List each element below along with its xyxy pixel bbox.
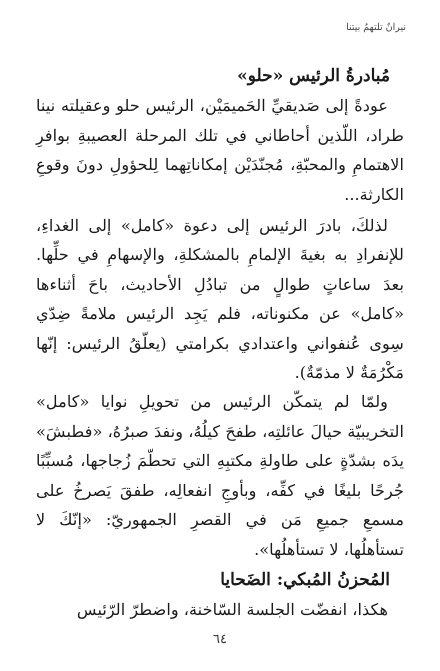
paragraph: عودةً إلى صَديقيِّ الحَميمَيْن، الرئيس حلو وعقيلته نينا طراد، اللّذين أحاطاني في تلك المرحلة العصيبةِ بوافرِ الاهتمامِ والمحبّةِ، مُجنّدَيْن إمكاناتِهما لِلحؤولِ دونَ وقوعِ الكارثة... [36, 96, 404, 204]
section-heading: مُبادرةُ الرئيس «حلو» [237, 66, 390, 86]
section-heading: المُحزنُ المُبكي: الضَحايا [220, 569, 390, 590]
page-number: ٦٤ [213, 632, 227, 647]
paragraph: ولمّا لم يتمكّن الرئيس من تحويلِ نوايا «كامل» التخريبيّة حيالَ عائلتِه، طفحَ كيلُهُ، ونفدَ صبرُهُ، «فطبشَ» يدَه بشدّةٍ على طاولةِ مكتبِهِ التي تحطّمَ زُجاجها، مُسبِّبًا جُرحًا بليغًا في كفِّه، وبأوجِ انفعالِه، طفقَ يَصرخُ على مسمعِ جميعِ مَن في القصرِ الجمهوريّ: «إنّكَ لا تستأهلُها، لا تستأهلُها». [36, 392, 404, 559]
body-text [36, 62, 404, 625]
paragraph: هكذا، انفضّت الجلسة السّاخنة، واضطرّ الرّئيس [76, 600, 388, 620]
running-header: نيرانٌ تلتهمُ بيتنا [346, 22, 406, 33]
paragraph: لذلكَ، بادرَ الرئيس إلى دعوة «كامل» إلى الغداءِ، للإنفرادِ به بغيةَ الإلمامِ بالمشكلةِ، والإسهامِ في حلِّها. بعدَ ساعاتٍ طوالٍ من تبادُلِ الأحاديث، باحَ أثناءها «كامل» عن مكنوناته، فلم يَجِد الرئيس ملامةً ضِدّي سِوى عُنفواني واعتدادي بكرامتي (يعلّقُ الرئيس: إنّها مَكْرُمَةٌ لا مذمّةٌ). [36, 216, 404, 383]
